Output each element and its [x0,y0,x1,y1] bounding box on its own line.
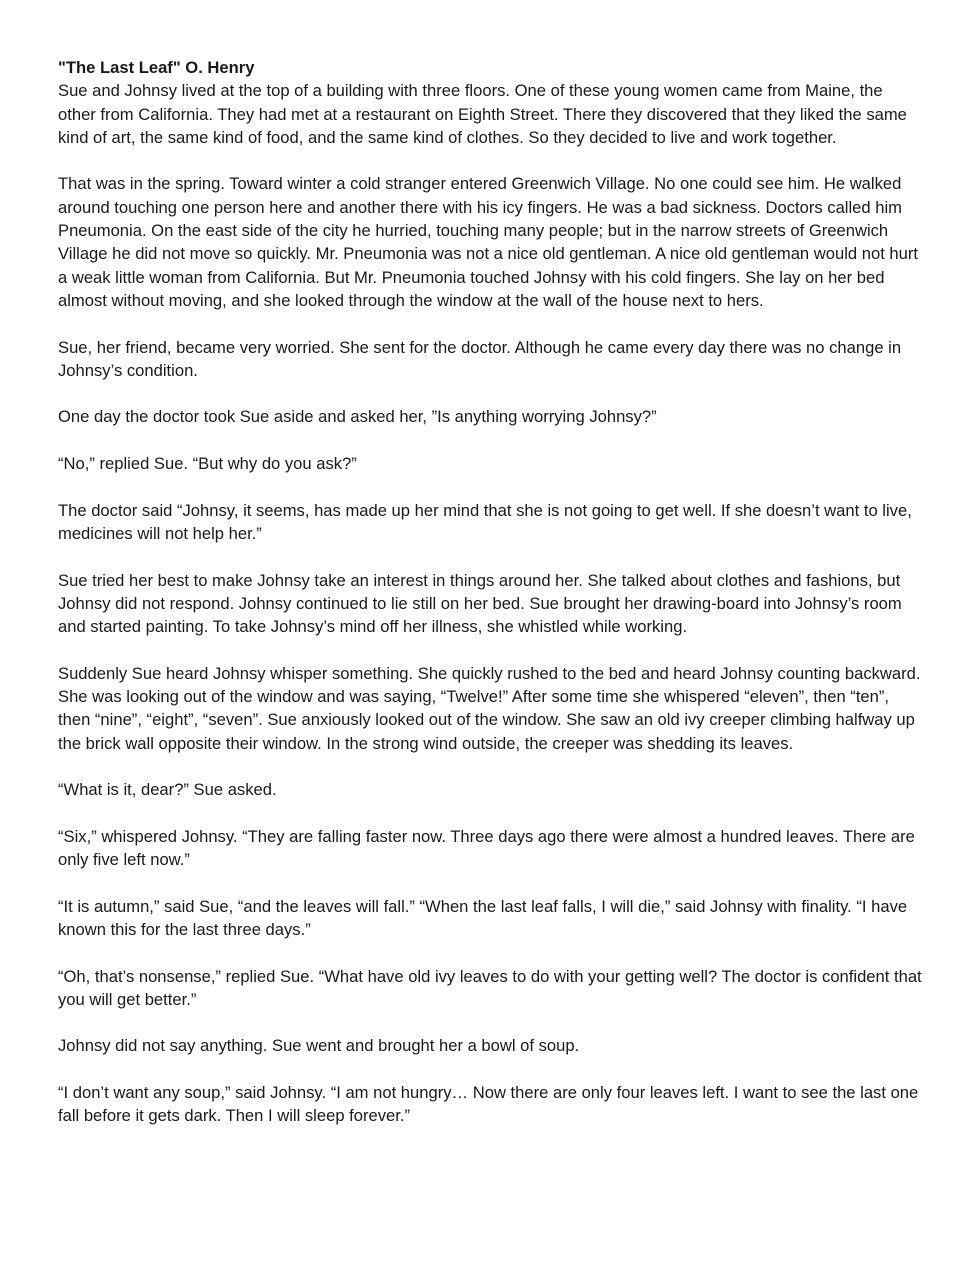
paragraph: One day the doctor took Sue aside and asked her, ”Is anything worrying Johnsy?” [58,407,657,427]
paragraph: “I don’t want any soup,” said Johnsy. “I am not hungry… Now there are only four leaves left. I want to see the last one fall before it gets dark. Then I will sleep forever.” [58,1083,919,1126]
paragraph: Johnsy did not say anything. Sue went and brought her a bowl of soup. [58,1036,580,1056]
paragraph: Sue tried her best to make Johnsy take an interest in things around her. She talked about clothes and fashions, but Johnsy did not respond. Johnsy continued to lie still on her bed. Sue brought her drawing-board into Johnsy’s room and started painting. To take Johnsy’s mind off her illness, she whistled while working. [58,570,902,637]
paragraph: The doctor said “Johnsy, it seems, has made up her mind that she is not going to get well. If she doesn’t want to live, medicines will not help her.” [58,500,912,543]
paragraph: “Six,” whispered Johnsy. “They are falling faster now. Three days ago there were almost a hundred leaves. There are only five left now.” [58,826,915,870]
paragraph: “It is autumn,” said Sue, “and the leaves will fall.” “When the last leaf falls, I will die,” said Johnsy with finality. “I have known this for the last three days.” [58,896,908,939]
document-page [58,56,924,1151]
paragraph: Sue and Johnsy lived at the top of a building with three floors. One of these young women came from Maine, the other from California. They had met at a restaurant on Eighth Street. There they discovered that they liked the same kind of art, the same kind of food, and the same kind of clothes. So they decided to live and work together. [58,81,907,147]
paragraph: “No,” replied Sue. “But why do you ask?” [58,454,357,474]
paragraph: Sue, her friend, became very worried. She sent for the doctor. Although he came every day there was no change in Johnsy’s condition. [58,337,902,380]
document-title: "The Last Leaf" O. Henry [58,58,255,77]
paragraph: “Oh, that’s nonsense,” replied Sue. “What have old ivy leaves to do with your getting well? The doctor is confident that you will get better.” [58,966,922,1009]
paragraph: “What is it, dear?” Sue asked. [58,780,277,800]
paragraph: That was in the spring. Toward winter a cold stranger entered Greenwich Village. No one could see him. He walked around touching one person here and another there with his icy fingers. He was a bad sickness. Doctors called him Pneumonia. On the east side of the city he hurried, touching many people; but in the narrow streets of Greenwich Village he did not move so quickly. Mr. Pneumonia was not a nice old gentleman. A nice old gentleman would not hurt a weak little woman from California. But Mr. Pneumonia touched Johnsy with his cold fingers. She lay on her bed almost without moving, and she looked through the window at the wall of the house next to hers. [58,174,919,310]
paragraph: Suddenly Sue heard Johnsy whisper something. She quickly rushed to the bed and heard Johnsy counting backward. She was looking out of the window and was saying, “Twelve!” After some time she whispered “eleven”, then “ten”, then “nine”, “eight”, “seven”. Sue anxiously looked out of the window. She saw an old ivy creeper climbing halfway up the brick wall opposite their window. In the strong wind outside, the creeper was shedding its leaves. [58,663,921,753]
